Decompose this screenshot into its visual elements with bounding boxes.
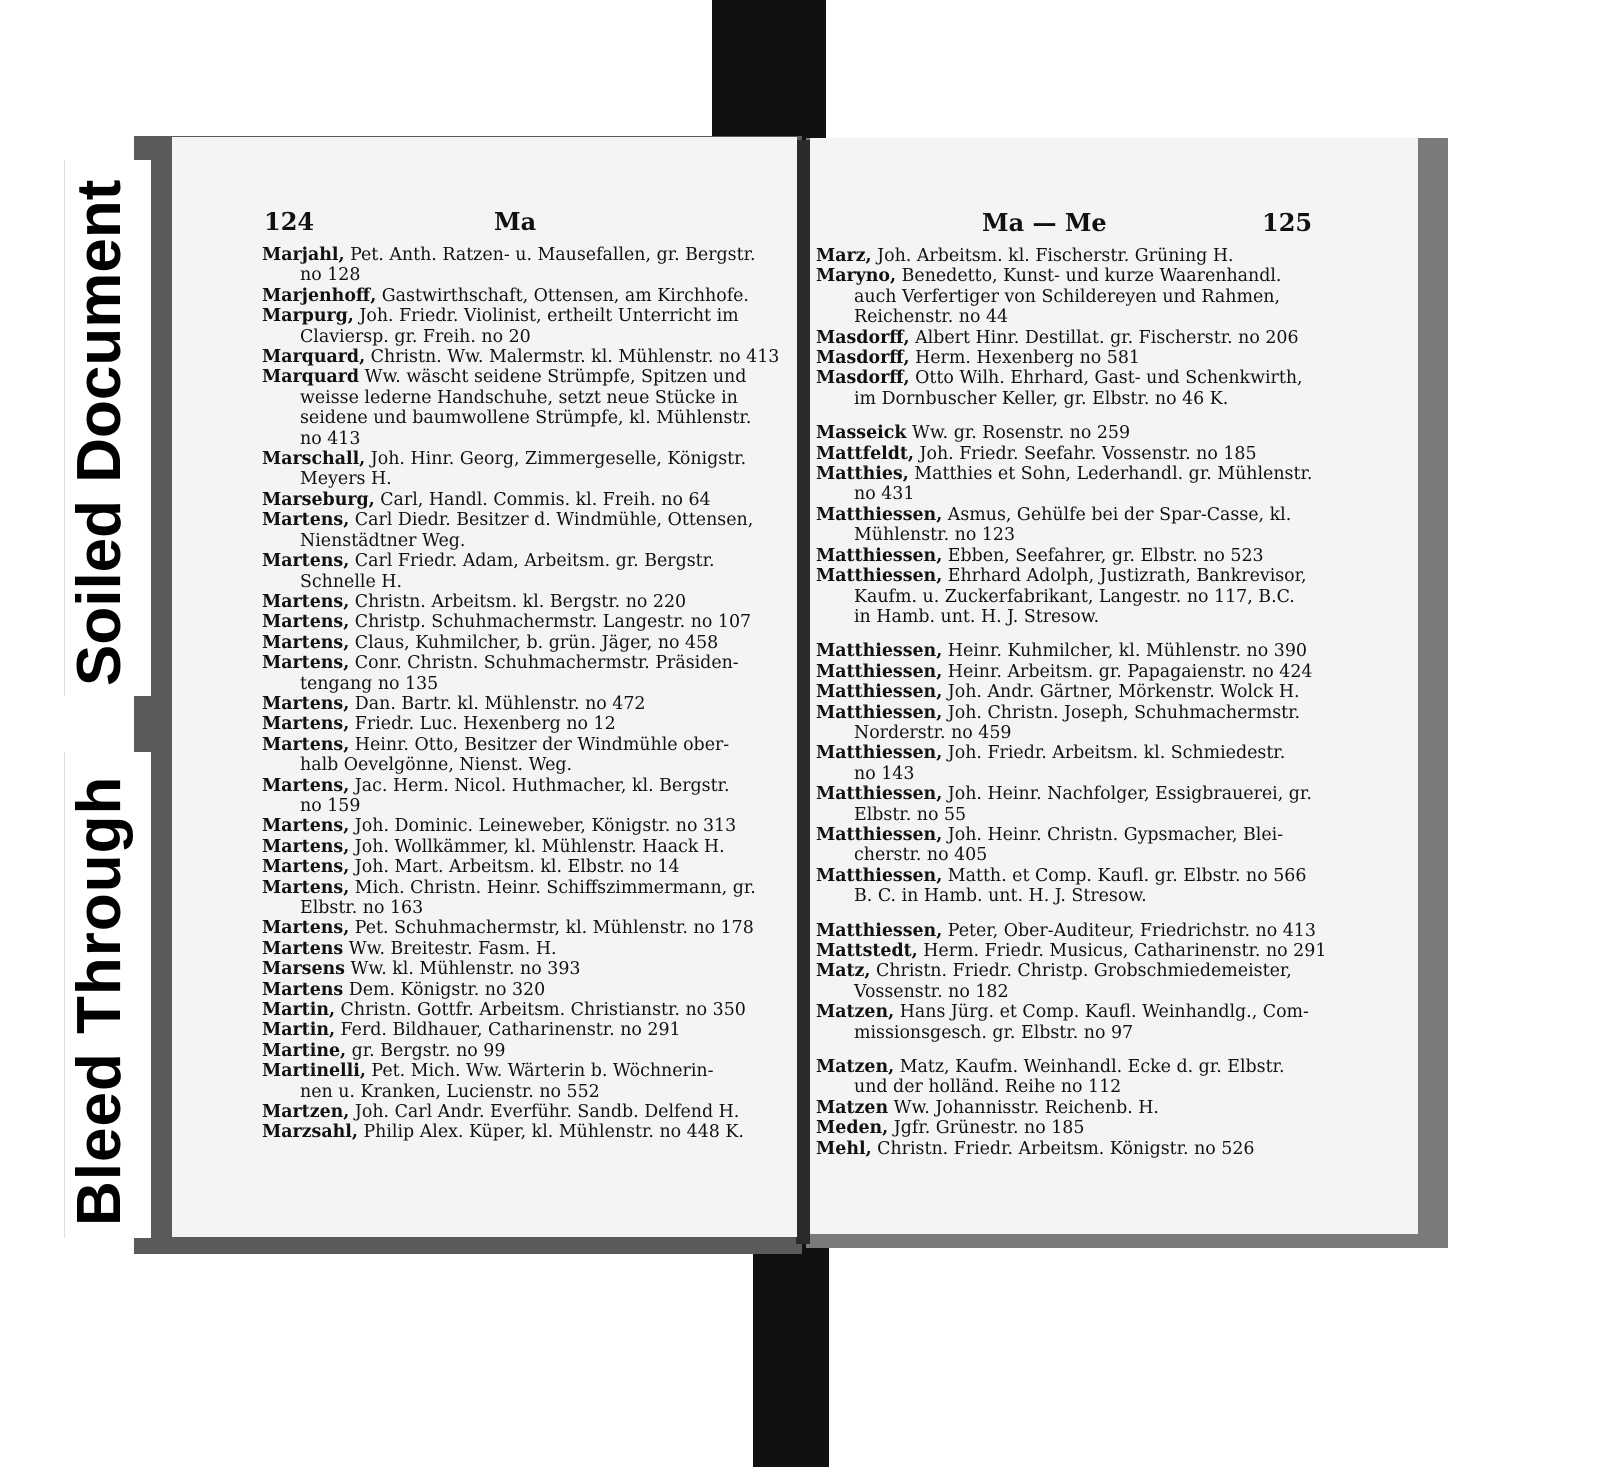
left-entry-list (262, 245, 782, 1143)
directory-entry (816, 1002, 1326, 1043)
entry-first-line: Matthiessen, Joh. Heinr. Christn. Gypsmacher, Blei- (816, 824, 1284, 845)
entry-surname: Marsens (262, 959, 345, 980)
entry-continuation-line: Meyers H. (300, 469, 392, 490)
entry-surname: Martzen, (262, 1102, 350, 1123)
entry-surname: Martens, (262, 714, 350, 735)
entry-surname: Martens, (262, 857, 350, 878)
entry-surname: Mehl, (816, 1138, 872, 1159)
entry-first-line: Martine, gr. Bergstr. no 99 (262, 1040, 506, 1061)
entry-first-line: Maryno, Benedetto, Kunst- und kurze Waarenhandl. (816, 266, 1282, 287)
directory-entry (816, 743, 1326, 784)
entry-surname: Matthiessen, (816, 504, 943, 525)
entry-first-line: Martens Ww. Breitestr. Fasm. H. (262, 938, 557, 959)
entry-continuation-line: missionsgesch. gr. Elbstr. no 97 (854, 1022, 1134, 1043)
entry-surname: Matthiessen, (816, 702, 943, 723)
directory-entry (262, 816, 782, 836)
directory-entry (816, 368, 1326, 409)
entry-continuation-line: Vossenstr. no 182 (854, 981, 1009, 1002)
entry-surname: Matthiessen, (816, 566, 943, 587)
entry-surname: Marquard (262, 367, 360, 388)
entry-continuation-line: no 143 (854, 763, 915, 784)
entry-continuation-line: und der holländ. Reihe no 112 (854, 1077, 1122, 1098)
entry-first-line: Matz, Christn. Friedr. Christp. Grobschmiedemeister, (816, 961, 1292, 982)
entry-first-line: Martzen, Joh. Carl Andr. Everführ. Sandb. Delfend H. (262, 1102, 740, 1123)
bleed-through-label (64, 752, 151, 1238)
entry-continuation-line: Nienstädtner Weg. (300, 530, 466, 551)
directory-entry (262, 939, 782, 959)
entry-first-line: Masdorff, Albert Hinr. Destillat. gr. Fischerstr. no 206 (816, 327, 1299, 348)
directory-entry (262, 306, 782, 347)
directory-entry (816, 546, 1326, 566)
entry-first-line: Martens, Carl Friedr. Adam, Arbeitsm. gr. Bergstr. (262, 551, 715, 572)
entry-surname: Martin, (262, 1020, 336, 1041)
entry-continuation-line: no 128 (300, 265, 361, 286)
directory-entry (262, 837, 782, 857)
entry-continuation-line: cherstr. no 405 (854, 845, 988, 866)
right-page (810, 138, 1418, 1234)
entry-first-line: Mattstedt, Herm. Friedr. Musicus, Catharinenstr. no 291 (816, 941, 1327, 961)
entry-surname: Matthiessen, (816, 641, 943, 662)
directory-entry (262, 592, 782, 612)
directory-entry (262, 857, 782, 877)
entry-first-line: Matthiessen, Heinr. Kuhmilcher, kl. Mühlenstr. no 390 (816, 641, 1307, 662)
directory-entry (262, 1000, 782, 1020)
entry-first-line: Martens, Joh. Mart. Arbeitsm. kl. Elbstr. no 14 (262, 857, 680, 878)
entry-surname: Martens (262, 938, 344, 959)
entry-continuation-line: Schnelle H. (300, 571, 402, 592)
left-page (172, 137, 797, 1237)
entry-first-line: Martens, Claus, Kuhmilcher, b. grün. Jäger, no 458 (262, 632, 719, 653)
entry-first-line: Marz, Joh. Arbeitsm. kl. Fischerstr. Grüning H. (816, 246, 1234, 266)
directory-entry (262, 633, 782, 653)
entry-first-line: Martens, Jac. Herm. Nicol. Huthmacher, kl. Bergstr. (262, 775, 730, 796)
entry-surname: Matthiessen, (816, 824, 943, 845)
directory-entry (262, 776, 782, 817)
directory-entry (816, 1139, 1326, 1159)
bleed-through-text: Bleed Through (65, 775, 134, 1226)
entry-first-line: Meden, Jgfr. Grünestr. no 185 (816, 1118, 1085, 1139)
entry-surname: Marjenhoff, (262, 285, 377, 306)
directory-entry (262, 1122, 782, 1142)
entry-first-line: Martens, Heinr. Otto, Besitzer der Windmühle ober- (262, 734, 730, 755)
entry-first-line: Masseick Ww. gr. Rosenstr. no 259 (816, 423, 1131, 444)
directory-entry (262, 449, 782, 490)
entry-first-line: Mattfeldt, Joh. Friedr. Seefahr. Vossenstr. no 185 (816, 443, 1257, 464)
entry-continuation-line: auch Verfertiger von Schildereyen und Rahmen, (854, 286, 1280, 307)
entry-surname: Martens, (262, 836, 350, 857)
entry-continuation-line: Mühlenstr. no 123 (854, 525, 1016, 546)
directory-entry (816, 444, 1326, 464)
directory-entry (816, 961, 1326, 1002)
directory-entry (816, 246, 1326, 266)
entry-first-line: Matthiessen, Peter, Ober-Auditeur, Friedrichstr. no 413 (816, 920, 1316, 941)
entry-spacer (816, 409, 1326, 423)
right-running-head: Ma — Me (982, 208, 1107, 237)
entry-surname: Matthiessen, (816, 743, 943, 764)
directory-entry (816, 505, 1326, 546)
entry-first-line: Marjenhoff, Gastwirthschaft, Ottensen, am Kirchhofe. (262, 285, 749, 306)
entry-surname: Matzen, (816, 1002, 895, 1023)
binding-tape-top (712, 0, 826, 148)
entry-first-line: Matzen, Hans Jürg. et Comp. Kaufl. Weinhandlg., Com- (816, 1002, 1309, 1023)
directory-entry (262, 510, 782, 551)
entry-surname: Masdorff, (816, 348, 910, 369)
soiled-document-text: Soiled Document (65, 179, 134, 686)
entry-first-line: Marsens Ww. kl. Mühlenstr. no 393 (262, 959, 581, 980)
entry-surname: Matz, (816, 961, 871, 982)
entry-continuation-line: no 413 (300, 428, 361, 449)
entry-first-line: Mehl, Christn. Friedr. Arbeitsm. Königstr. no 526 (816, 1138, 1255, 1159)
entry-continuation-line: Norderstr. no 459 (854, 722, 1012, 743)
entry-continuation-line: Claviersp. gr. Freih. no 20 (300, 326, 531, 347)
entry-continuation-line: Kaufm. u. Zuckerfabrikant, Langestr. no 117, B.C. (854, 586, 1295, 607)
entry-surname: Matthiessen, (816, 920, 943, 941)
left-running-head: Ma (494, 207, 537, 236)
entry-continuation-line: Elbstr. no 163 (300, 898, 424, 918)
directory-entry (816, 941, 1326, 961)
entry-first-line: Marjahl, Pet. Anth. Ratzen- u. Mausefallen, gr. Bergstr. (262, 245, 756, 265)
entry-first-line: Matthiessen, Heinr. Arbeitsm. gr. Papagaienstr. no 424 (816, 661, 1313, 682)
directory-entry (262, 878, 782, 919)
entry-first-line: Masdorff, Herm. Hexenberg no 581 (816, 348, 1140, 369)
entry-surname: Martens (262, 979, 344, 1000)
entry-continuation-line: Elbstr. no 55 (854, 804, 967, 825)
entry-spacer (816, 627, 1326, 641)
directory-entry (816, 266, 1326, 327)
entry-surname: Martens, (262, 816, 350, 837)
directory-entry (262, 1041, 782, 1061)
entry-surname: Meden, (816, 1118, 889, 1139)
entry-continuation-line: no 159 (300, 795, 361, 816)
entry-continuation-line: seidene und baumwollene Strümpfe, kl. Mühlenstr. (300, 408, 752, 429)
right-entry-list (816, 246, 1326, 1159)
entry-first-line: Matthiessen, Ehrhard Adolph, Justizrath, Bankrevisor, (816, 566, 1307, 587)
entry-surname: Martens, (262, 632, 350, 653)
directory-entry (816, 703, 1326, 744)
entry-first-line: Matzen, Matz, Kaufm. Weinhandl. Ecke d. gr. Elbstr. (816, 1057, 1285, 1078)
directory-entry (262, 612, 782, 632)
entry-first-line: Matthiessen, Joh. Andr. Gärtner, Mörkenstr. Wolck H. (816, 682, 1300, 703)
entry-first-line: Martens, Christn. Arbeitsm. kl. Bergstr. no 220 (262, 591, 687, 612)
entry-surname: Matzen, (816, 1057, 895, 1078)
directory-entry (816, 825, 1326, 866)
entry-first-line: Martens, Christp. Schuhmachermstr. Langestr. no 107 (262, 612, 752, 633)
entry-surname: Marseburg, (262, 489, 375, 510)
entry-surname: Martens, (262, 775, 350, 796)
directory-entry (262, 959, 782, 979)
directory-entry (816, 682, 1326, 702)
entry-first-line: Marquard Ww. wäscht seidene Strümpfe, Spitzen und (262, 367, 747, 388)
entry-surname: Marzsahl, (262, 1122, 358, 1143)
entry-first-line: Marquard, Christn. Ww. Malermstr. kl. Mühlenstr. no 413 (262, 347, 780, 368)
entry-continuation-line: in Hamb. unt. H. J. Stresow. (854, 606, 1100, 627)
entry-first-line: Matthiessen, Joh. Heinr. Nachfolger, Essigbrauerei, gr. (816, 784, 1312, 805)
entry-first-line: Matthiessen, Asmus, Gehülfe bei der Spar-Casse, kl. (816, 504, 1292, 525)
entry-surname: Matthies, (816, 464, 909, 485)
entry-first-line: Matthiessen, Ebben, Seefahrer, gr. Elbstr. no 523 (816, 545, 1264, 566)
directory-entry (816, 566, 1326, 627)
directory-entry (262, 694, 782, 714)
right-page-number: 125 (1262, 208, 1313, 237)
entry-surname: Martens, (262, 693, 350, 714)
entry-first-line: Matthiessen, Joh. Christn. Joseph, Schuhmachermstr. (816, 702, 1301, 723)
entry-continuation-line: tengang no 135 (300, 673, 439, 694)
binding-tape-bottom (753, 1244, 829, 1467)
entry-surname: Maryno, (816, 266, 897, 287)
entry-surname: Marz, (816, 246, 872, 266)
directory-entry (262, 245, 782, 286)
entry-continuation-line: no 431 (854, 484, 915, 505)
entry-first-line: Martin, Christn. Gottfr. Arbeitsm. Christianstr. no 350 (262, 1000, 746, 1021)
entry-continuation-line: im Dornbuscher Keller, gr. Elbstr. no 46 K. (854, 388, 1229, 409)
directory-entry (262, 1061, 782, 1102)
directory-entry (262, 490, 782, 510)
entry-first-line: Marschall, Joh. Hinr. Georg, Zimmergeselle, Königstr. (262, 449, 747, 470)
entry-first-line: Martens, Conr. Christn. Schuhmachermstr. Präsiden- (262, 653, 739, 674)
entry-surname: Masseick (816, 423, 907, 444)
entry-surname: Matthiessen, (816, 784, 943, 805)
entry-first-line: Martens, Joh. Dominic. Leineweber, Königstr. no 313 (262, 816, 737, 837)
directory-entry (816, 464, 1326, 505)
entry-first-line: Martens, Dan. Bartr. kl. Mühlenstr. no 472 (262, 693, 646, 714)
entry-first-line: Marpurg, Joh. Friedr. Violinist, ertheilt Unterricht im (262, 306, 739, 327)
directory-entry (262, 1102, 782, 1122)
entry-first-line: Martens, Carl Diedr. Besitzer d. Windmühle, Ottensen, (262, 510, 754, 531)
entry-first-line: Martens, Pet. Schuhmachermstr, kl. Mühlenstr. no 178 (262, 918, 754, 939)
entry-surname: Masdorff, (816, 368, 910, 389)
directory-entry (262, 653, 782, 694)
entry-surname: Martens, (262, 734, 350, 755)
directory-entry (816, 1098, 1326, 1118)
directory-entry (262, 918, 782, 938)
entry-continuation-line: halb Oevelgönne, Nienst. Weg. (300, 755, 573, 776)
directory-entry (816, 328, 1326, 348)
directory-entry (262, 551, 782, 592)
entry-surname: Matzen (816, 1097, 889, 1118)
entry-surname: Mattstedt, (816, 941, 918, 961)
directory-entry (816, 1118, 1326, 1138)
entry-first-line: Martens, Friedr. Luc. Hexenberg no 12 (262, 714, 616, 735)
entry-surname: Matthiessen, (816, 865, 943, 886)
entry-surname: Matthiessen, (816, 682, 943, 703)
soiled-document-label (64, 160, 151, 696)
entry-first-line: Masdorff, Otto Wilh. Ehrhard, Gast- und Schenkwirth, (816, 368, 1303, 389)
entry-surname: Martens, (262, 612, 350, 633)
entry-surname: Martens, (262, 551, 350, 572)
directory-entry (262, 735, 782, 776)
entry-surname: Matthiessen, (816, 661, 943, 682)
entry-first-line: Matthies, Matthies et Sohn, Lederhandl. gr. Mühlenstr. (816, 464, 1313, 485)
entry-continuation-line: Reichenstr. no 44 (854, 307, 1009, 328)
entry-continuation-line: B. C. in Hamb. unt. H. J. Stresow. (854, 886, 1147, 907)
entry-surname: Martens, (262, 510, 350, 531)
entry-surname: Marpurg, (262, 306, 354, 327)
entry-first-line: Matzen Ww. Johannisstr. Reichenb. H. (816, 1097, 1159, 1118)
entry-first-line: Matthiessen, Matth. et Comp. Kaufl. gr. Elbstr. no 566 (816, 865, 1307, 886)
directory-entry (262, 1020, 782, 1040)
entry-surname: Martine, (262, 1040, 347, 1061)
directory-entry (816, 662, 1326, 682)
entry-surname: Martens, (262, 877, 350, 898)
entry-surname: Martinelli, (262, 1061, 366, 1082)
entry-spacer (816, 1043, 1326, 1057)
directory-entry (816, 348, 1326, 368)
directory-entry (262, 367, 782, 449)
entry-first-line: Marzsahl, Philip Alex. Küper, kl. Mühlenstr. no 448 K. (262, 1122, 744, 1143)
directory-entry (262, 714, 782, 734)
entry-surname: Marschall, (262, 449, 366, 470)
entry-surname: Matthiessen, (816, 545, 943, 566)
entry-surname: Martens, (262, 653, 350, 674)
entry-first-line: Martin, Ferd. Bildhauer, Catharinenstr. no 291 (262, 1020, 681, 1041)
entry-first-line: Martinelli, Pet. Mich. Ww. Wärterin b. Wöchnerin- (262, 1061, 714, 1082)
entry-first-line: Marseburg, Carl, Handl. Commis. kl. Freih. no 64 (262, 489, 711, 510)
entry-first-line: Martens Dem. Königstr. no 320 (262, 979, 546, 1000)
directory-entry (816, 423, 1326, 443)
directory-entry (262, 347, 782, 367)
entry-surname: Marquard, (262, 347, 366, 368)
entry-continuation-line: weisse lederne Handschuhe, setzt neue Stücke in (300, 387, 738, 408)
directory-entry (262, 980, 782, 1000)
directory-entry (816, 784, 1326, 825)
entry-continuation-line: nen u. Kranken, Lucienstr. no 552 (300, 1081, 600, 1102)
directory-entry (262, 286, 782, 306)
directory-entry (816, 921, 1326, 941)
entry-surname: Martens, (262, 918, 350, 939)
entry-first-line: Martens, Mich. Christn. Heinr. Schiffszimmermann, gr. (262, 877, 756, 898)
directory-entry (816, 641, 1326, 661)
directory-entry (816, 866, 1326, 907)
directory-entry (816, 1057, 1326, 1098)
entry-first-line: Matthiessen, Joh. Friedr. Arbeitsm. kl. Schmiedestr. (816, 743, 1286, 764)
entry-surname: Martens, (262, 591, 350, 612)
left-page-number: 124 (264, 207, 315, 236)
entry-surname: Marjahl, (262, 245, 345, 265)
entry-first-line: Martens, Joh. Wollkämmer, kl. Mühlenstr. Haack H. (262, 836, 725, 857)
entry-spacer (816, 907, 1326, 921)
entry-surname: Masdorff, (816, 327, 910, 348)
book-gutter (796, 140, 810, 1244)
entry-surname: Mattfeldt, (816, 443, 914, 464)
entry-surname: Martin, (262, 1000, 336, 1021)
